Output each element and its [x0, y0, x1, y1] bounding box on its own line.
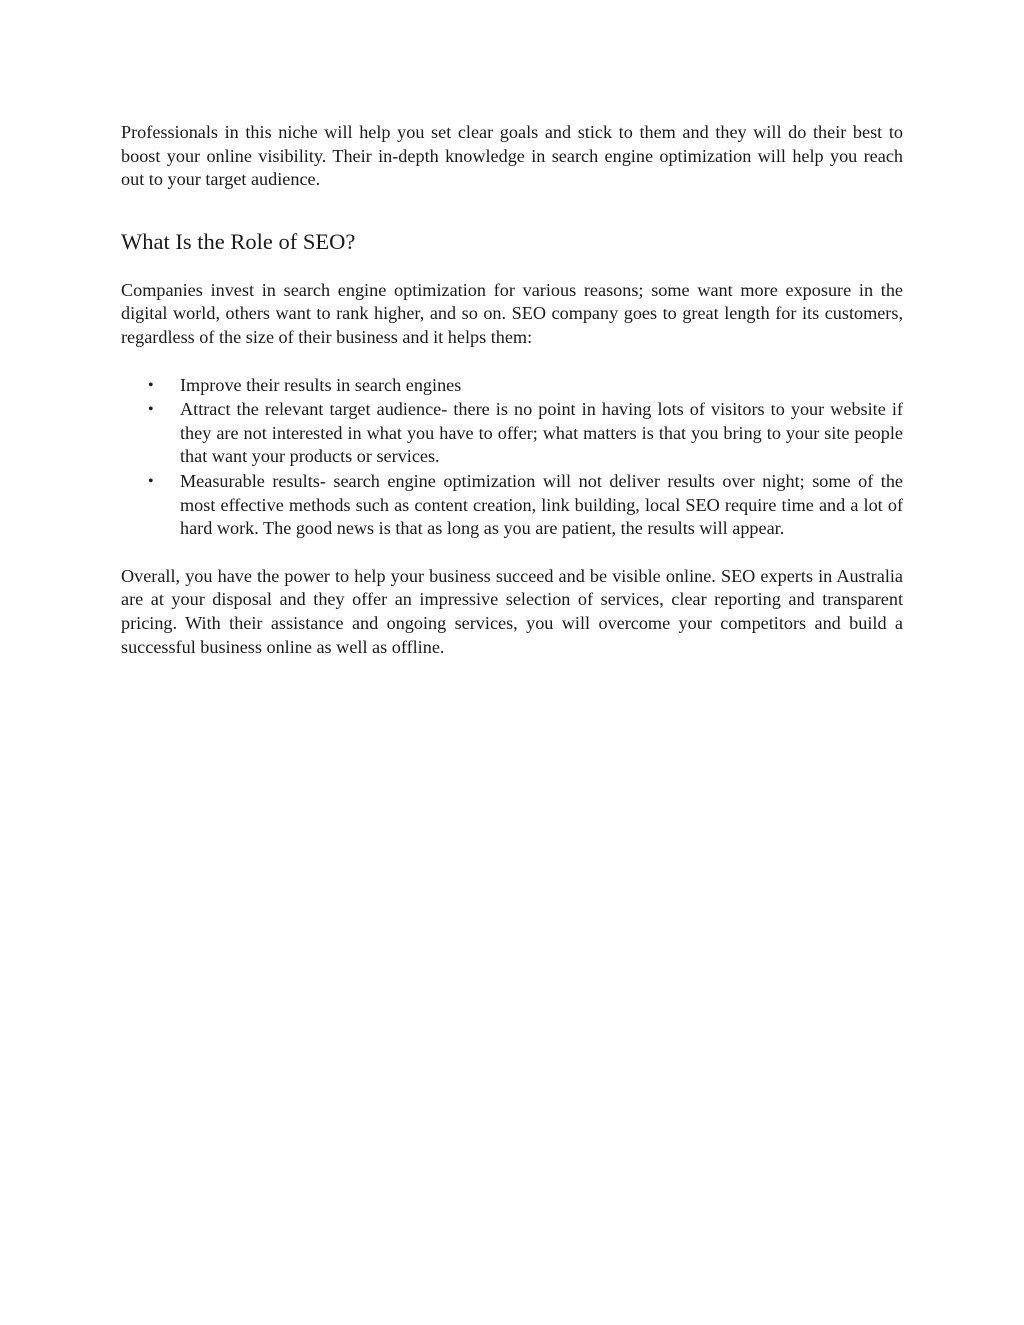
bullet-icon: •: [148, 401, 154, 419]
bullet-icon: •: [148, 472, 154, 490]
list-item-text: Measurable results- search engine optimization will not deliver results over night; some of the most effective methods such as content creation, link building, local SEO require time and a lot of hard work. The good news is that as long as you are patient, the results will appear.: [180, 470, 903, 539]
intro-paragraph: Professionals in this niche will help you set clear goals and stick to them and they will do their best to boost your online visibility. Their in-depth knowledge in search engine optimization will help you reach out to your target audience.: [121, 122, 903, 190]
list-item: [121, 398, 903, 469]
list-item: [121, 374, 903, 398]
list-item-text: Attract the relevant target audience- there is no point in having lots of visitors to your website if they are not interested in what you have to offer; what matters is that you bring to your site people that want your products or services.: [180, 399, 903, 467]
document-page: [121, 121, 903, 659]
list-item: [121, 470, 903, 541]
companies-paragraph: Companies invest in search engine optimization for various reasons; some want more exposure in the digital world, others want to rank higher, and so on. SEO company goes to great length for its customers, regardless of the size of their business and it helps them:: [121, 279, 903, 347]
list-item-text: Improve their results in search engines: [180, 374, 462, 395]
closing-paragraph: Overall, you have the power to help your business succeed and be visible online. SEO experts in Australia are at your disposal and they offer an impressive selection of services, clear reporting and transparent pricing. With their assistance and ongoing services, you will overcome your competitors and build a successful business online as well as offline.: [121, 565, 903, 657]
section-heading: What Is the Role of SEO?: [121, 228, 356, 254]
benefits-list: [121, 374, 903, 541]
bullet-icon: •: [148, 376, 154, 394]
